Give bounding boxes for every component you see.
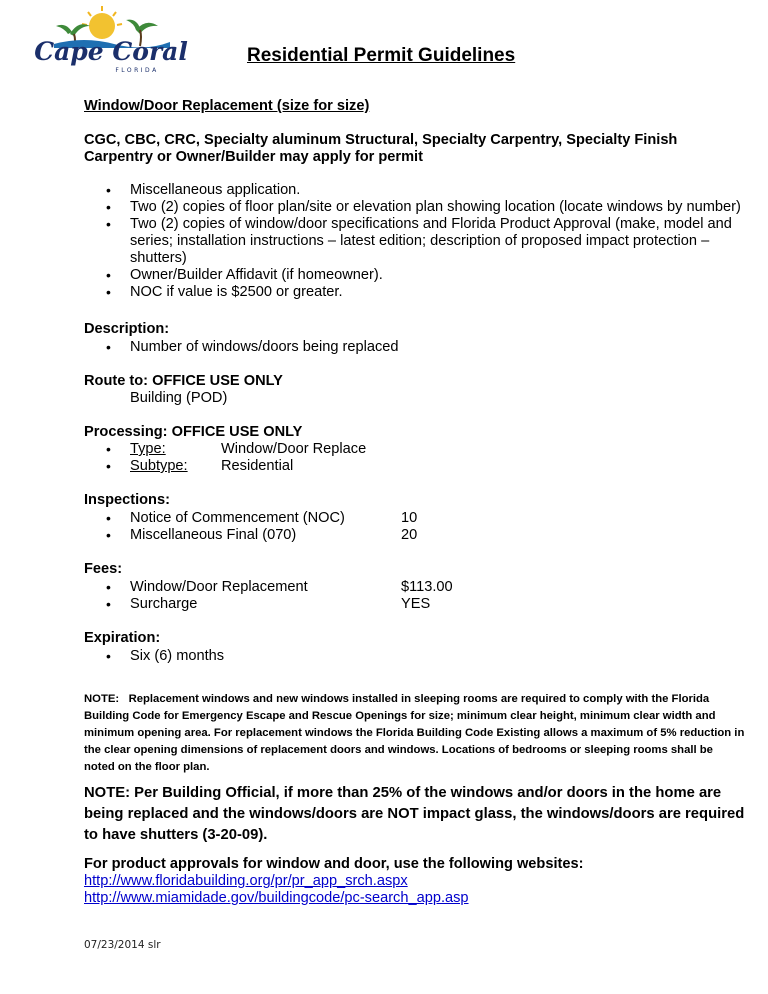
shutters-note: NOTE: Per Building Official, if more than 25% of the windows and/or doors in the home are being replaced and the windows/doors are NOT impact glass, the windows/doors are required to have shutters (3-20-09). [84,785,745,843]
list-item: • Six (6) months [84,648,684,665]
note-text: Replacement windows and new windows installed in sleeping rooms are required to comply with the Florida Building Code for Emergency Escape and Rescue Openings for size; minimum clear height, minimum clear width and minimum opening area. For replacement windows the Florida Building Code Existing allows a maximum of 5% reduction in the clear opening dimensions of replacement doors and windows. Locations of bedrooms or sleeping rooms shall be noted on the floor plan. [84,693,745,773]
list-item [84,510,684,527]
page-title: Residential Permit Guidelines [247,45,516,66]
fee-label: Surcharge [130,596,198,612]
requirements-list [84,182,764,301]
list-item: • Two (2) copies of window/door specifications and Florida Product Approval (make, model and series; installation instructions – latest edition; description of proposed impact protection – shutters) [84,216,758,267]
description-list [84,339,684,356]
inspection-label: Notice of Commencement (NOC) [130,510,345,526]
floridabuilding-link[interactable]: http://www.floridabuilding.org/pr/pr_app_srch.aspx [84,873,408,889]
type-value: Window/Door Replace [221,441,367,457]
expiration-heading: Expiration: [84,630,161,646]
list-item [84,579,684,596]
list-item [84,458,684,475]
description-heading: Description: [84,321,170,337]
subtype-label: Subtype: [130,458,188,474]
list-item: • Owner/Builder Affidavit (if homeowner). [84,267,764,284]
subtype-value: Residential [221,458,294,474]
list-item: • Two (2) copies of floor plan/site or elevation plan showing location (locate windows by number) [84,199,764,216]
inspection-code: 10 [401,510,418,526]
processing-list [84,441,684,475]
list-item [84,596,684,613]
sleeping-rooms-note: NOTE: Replacement windows and new windows installed in sleeping rooms are required to comply with the Florida Building Code for Emergency Escape and Rescue Openings for size; minimum clear height, minimum clear width and minimum opening area. For replacement windows the Florida Building Code Existing allows a maximum of 5% reduction in the clear opening dimensions of replacement doors and windows. Locations of bedrooms or sleeping rooms shall be noted on the floor plan. [84,693,745,773]
list-item [84,527,684,544]
list-item [84,441,684,458]
type-label: Type: [130,441,166,457]
fees-list [84,579,684,613]
route-heading: Route to: OFFICE USE ONLY [84,373,283,389]
cape-coral-logo [34,4,188,76]
logo-text: Cape Coral [34,37,188,66]
list-item: • Miscellaneous application. [84,182,764,199]
fee-value: YES [401,596,431,612]
inspection-code: 20 [401,527,418,543]
logo-subtext: FLORIDA [115,67,159,74]
section-title: Window/Door Replacement (size for size) [84,98,370,114]
fee-value: $113.00 [401,579,453,595]
inspections-list [84,510,684,544]
list-item: • Number of windows/doors being replaced [84,339,684,356]
eligibility-text: CGC, CBC, CRC, Specialty aluminum Structural, Specialty Carpentry, Specialty Finish Carpentry or Owner/Builder may apply for permit [84,132,678,165]
note-label: NOTE [84,693,116,705]
processing-heading: Processing: OFFICE USE ONLY [84,424,303,440]
fee-label: Window/Door Replacement [130,579,308,595]
inspection-label: Miscellaneous Final (070) [130,527,297,543]
approvals-heading: For product approvals for window and door, use the following websites: [84,856,584,872]
miamidade-link[interactable]: http://www.miamidade.gov/buildingcode/pc-search_app.asp [84,890,469,906]
route-value: Building (POD) [130,390,228,406]
inspections-heading: Inspections: [84,492,170,508]
list-item: • NOC if value is $2500 or greater. [84,284,764,301]
fees-heading: Fees: [84,561,123,577]
footer-date: 07/23/2014 slr [84,939,161,951]
expiration-list [84,648,684,665]
